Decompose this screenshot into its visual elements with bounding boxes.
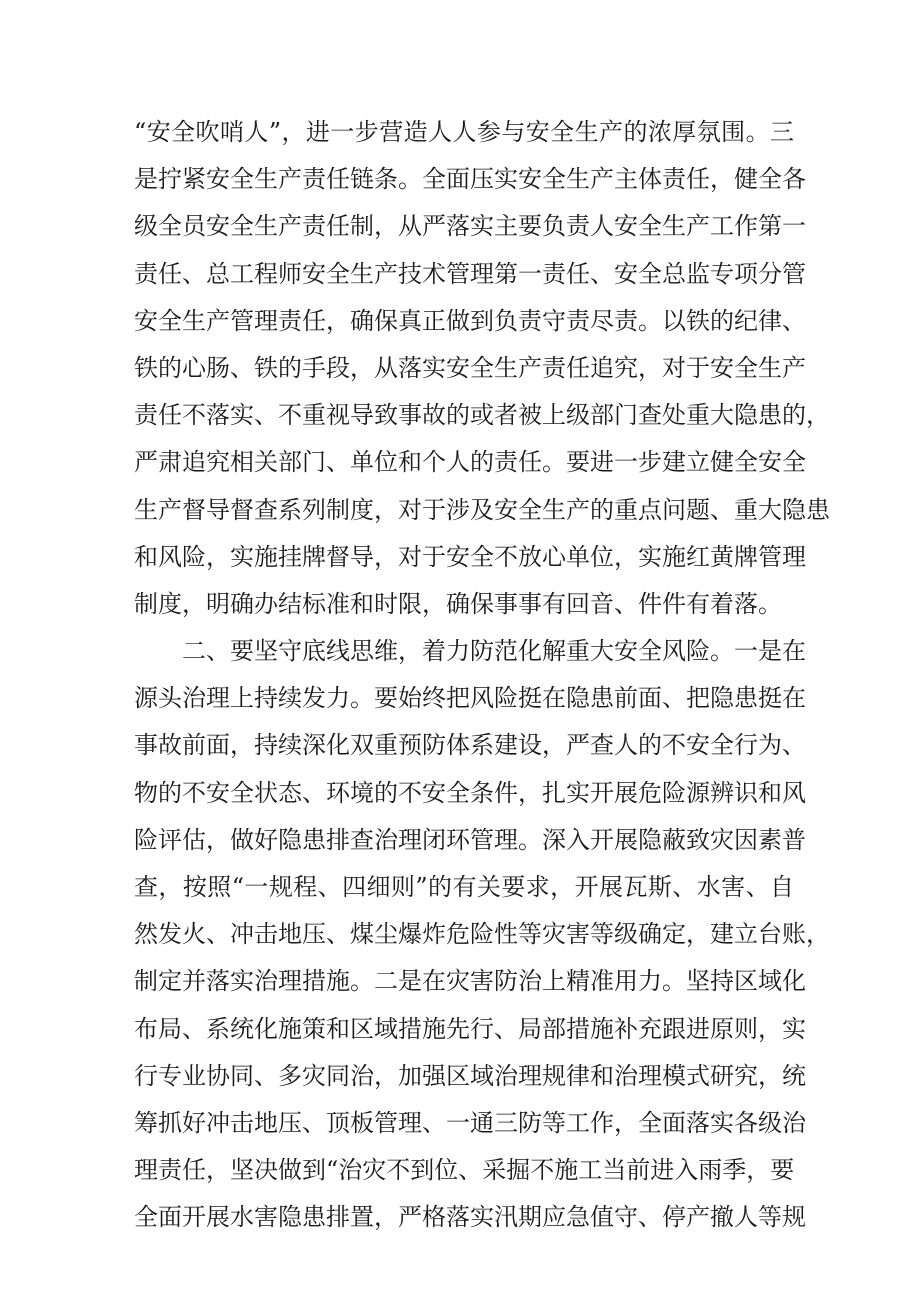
text-line: 源头治理上持续发力。要始终把风险挺在隐患前面、把隐患挺在 [134, 684, 806, 713]
text-line: 险评估，做好隐患排查治理闭环管理。深入开展隐蔽致灾因素普 [134, 825, 806, 854]
text-line: 级全员安全生产责任制，从严落实主要负责人安全生产工作第一 [134, 212, 806, 241]
text-line: 制度，明确办结标准和时限，确保事事有回音、件件有着落。 [134, 589, 782, 618]
text-line: 二、要坚守底线思维，着力防范化解重大安全风险。一是在 [134, 637, 806, 666]
text-line: 是拧紧安全生产责任链条。全面压实安全生产主体责任，健全各 [134, 165, 806, 194]
text-line: 责任不落实、不重视导致事故的或者被上级部门查处重大隐患的， [134, 401, 830, 430]
text-line: 布局、系统化施策和区域措施先行、局部措施补充跟进原则，实 [134, 1014, 806, 1043]
text-line: 铁的心肠、铁的手段，从落实安全生产责任追究，对于安全生产 [134, 353, 806, 382]
text-line: 筹抓好冲击地压、顶板管理、一通三防等工作，全面落实各级治 [134, 1108, 806, 1137]
text-line: 查，按照“一规程、四细则”的有关要求，开展瓦斯、水害、自 [134, 873, 794, 901]
text-line: 严肃追究相关部门、单位和个人的责任。要进一步建立健全安全 [134, 448, 806, 477]
text-line: 行专业协同、多灾同治，加强区域治理规律和治理模式研究，统 [134, 1061, 806, 1090]
text-line: 安全生产管理责任，确保真正做到负责守责尽责。以铁的纪律、 [134, 306, 806, 335]
body-text [134, 109, 830, 1242]
text-line: 然发火、冲击地压、煤尘爆炸危险性等灾害等级确定，建立台账， [134, 920, 830, 949]
text-line: 生产督导督查系列制度，对于涉及安全生产的重点问题、重大隐患 [134, 495, 830, 524]
text-line: 责任、总工程师安全生产技术管理第一责任、安全总监专项分管 [134, 259, 806, 288]
text-line: 全面开展水害隐患排置，严格落实汛期应急值守、停产撤人等规 [134, 1203, 806, 1232]
text-line: 理责任，坚决做到“治灾不到位、采掘不施工当前进入雨季，要 [134, 1156, 795, 1185]
text-line: 和风险，实施挂牌督导，对于安全不放心单位，实施红黄牌管理 [134, 542, 806, 571]
text-line: “安全吹哨人”，进一步营造人人参与安全生产的浓厚氛围。三 [134, 118, 794, 146]
text-line: 物的不安全状态、环境的不安全条件，扎实开展危险源辨识和风 [134, 778, 806, 807]
text-line: 制定并落实治理措施。二是在灾害防治上精准用力。坚持区域化 [134, 967, 806, 996]
text-line: 事故前面，持续深化双重预防体系建设，严查人的不安全行为、 [134, 731, 806, 760]
